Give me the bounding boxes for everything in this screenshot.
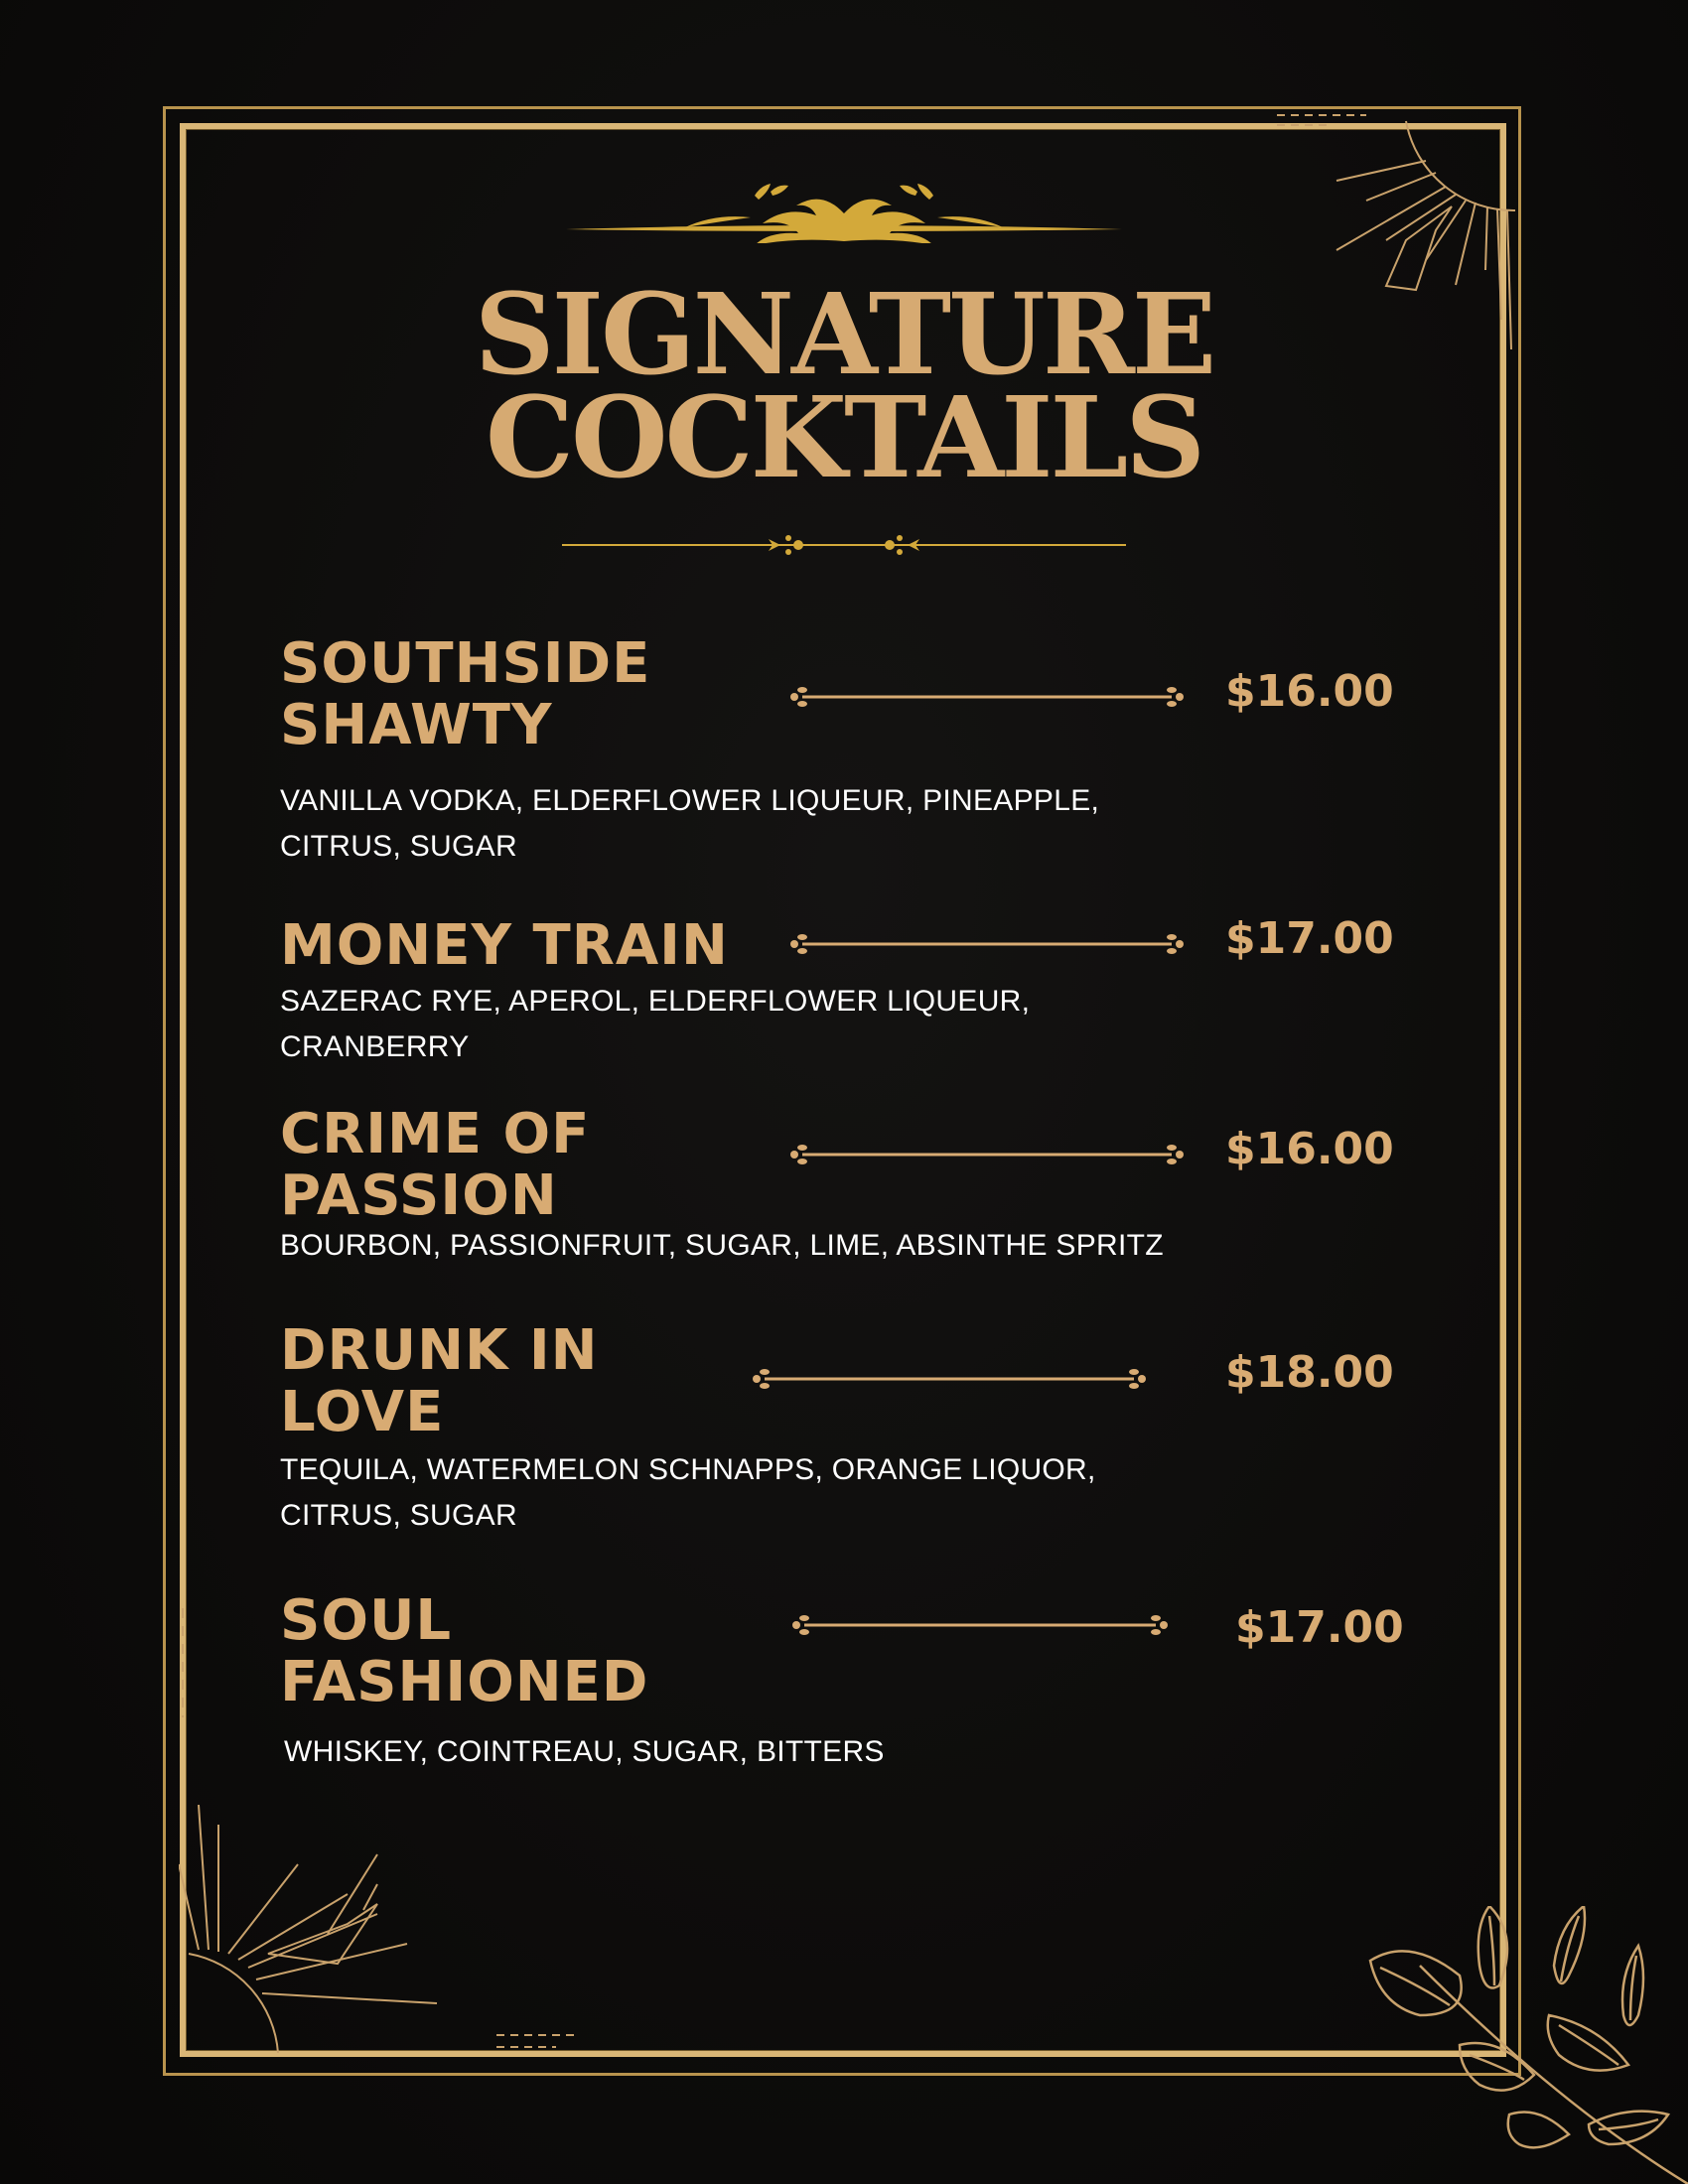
cocktail-description-drunk-in-love: TEQUILA, WATERMELON SCHNAPPS, ORANGE LIQUOR, CITRUS, SUGAR (280, 1453, 1096, 1532)
cocktail-name-southside-shawty: SOUTHSIDE SHAWTY (280, 631, 651, 757)
cocktail-description-crime-of-passion: BOURBON, PASSIONFRUIT, SUGAR, LIME, ABSINTHE SPRITZ (280, 1229, 1164, 1262)
cocktail-name-money-train: MONEY TRAIN (280, 913, 729, 978)
menu-title-line-2: COCKTAILS (485, 373, 1203, 503)
sun-rays-corner-icon (179, 1805, 596, 2053)
cocktail-price-drunk-in-love: $18.00 (1225, 1347, 1394, 1398)
cocktail-name-soul-fashioned: SOUL FASHIONED (280, 1588, 649, 1714)
cocktail-description-southside-shawty: VANILLA VODKA, ELDERFLOWER LIQUEUR, PINEAPPLE, CITRUS, SUGAR (280, 784, 1100, 863)
sun-rays-corner-icon (1277, 111, 1515, 349)
cocktail-description-soul-fashioned: WHISKEY, COINTREAU, SUGAR, BITTERS (284, 1735, 885, 1768)
cocktail-description-money-train: SAZERAC RYE, APEROL, ELDERFLOWER LIQUEUR, CRANBERRY (280, 985, 1031, 1063)
price-leader-line-icon (784, 929, 1190, 959)
price-leader-line-icon (784, 682, 1190, 712)
dashed-accent-icon (177, 1608, 189, 1717)
leaf-branch-corner-icon (1311, 1906, 1688, 2184)
price-leader-line-icon (784, 1140, 1190, 1169)
price-leader-line-icon (747, 1364, 1152, 1394)
menu-title-line-1: SIGNATURE (474, 270, 1214, 400)
cocktail-name-crime-of-passion: CRIME OF PASSION (280, 1102, 591, 1228)
cocktail-price-southside-shawty: $16.00 (1225, 666, 1394, 717)
price-leader-line-icon (786, 1610, 1174, 1640)
cocktail-price-crime-of-passion: $16.00 (1225, 1124, 1394, 1174)
cocktail-price-money-train: $17.00 (1225, 913, 1394, 964)
top-flourish-ornament-icon (566, 174, 1122, 243)
cocktail-name-drunk-in-love: DRUNK IN LOVE (280, 1318, 599, 1444)
title-divider-ornament-icon (562, 532, 1126, 558)
cocktail-price-soul-fashioned: $17.00 (1235, 1602, 1404, 1653)
